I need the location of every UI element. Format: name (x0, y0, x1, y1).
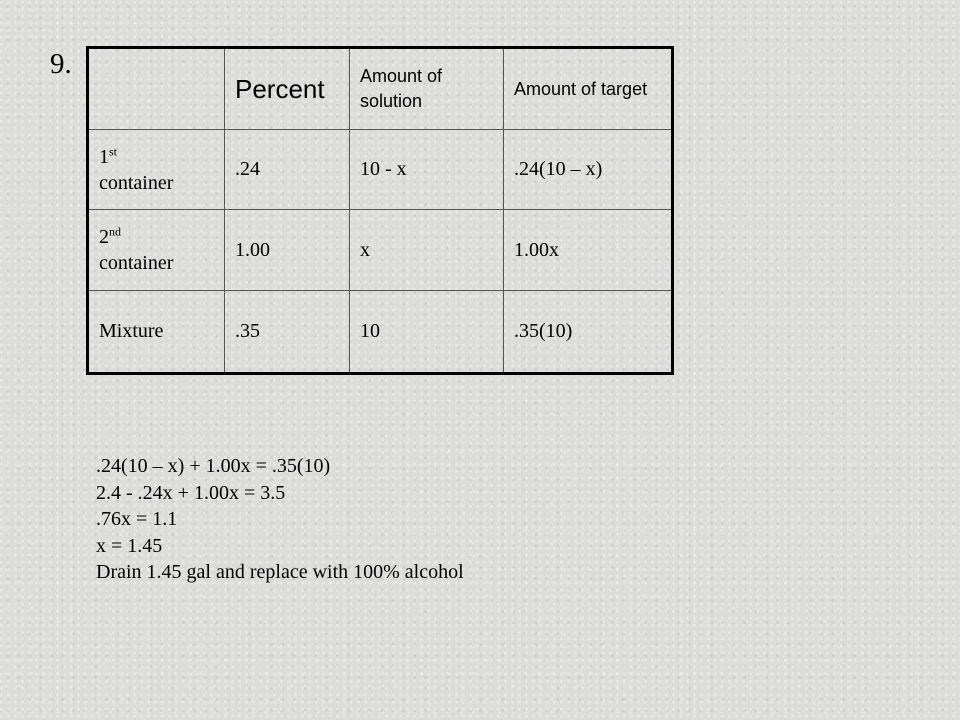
row-label (99, 224, 173, 276)
amount-target-cell: .24(10 – x) (504, 130, 673, 210)
row-label-number: 1 (99, 145, 109, 168)
header-amount-solution-label: Amount of solution (360, 66, 443, 111)
row-label-cell (88, 130, 225, 210)
row-label-ordinal: st (109, 143, 118, 158)
equation-line: .76x = 1.1 (96, 508, 178, 530)
percent-cell: .35 (225, 291, 350, 374)
table-header-row (88, 48, 673, 130)
amount-target-cell: 1.00x (504, 210, 673, 291)
equation-line: x = 1.45 (96, 534, 163, 557)
row-label-word: container (99, 252, 174, 274)
row-label-ordinal: nd (109, 224, 121, 239)
header-amount-target-label: Amount of target (514, 78, 648, 99)
header-cell-amount-solution (350, 48, 504, 130)
solution-steps (96, 453, 464, 586)
percent-cell: .24 (225, 130, 350, 210)
header-cell-empty (88, 48, 225, 130)
header-cell-amount-target (504, 48, 673, 130)
answer-line: Drain 1.45 gal and replace with 100% alcohol (96, 561, 464, 583)
row-label-word: container (99, 171, 174, 194)
equation-line: .24(10 – x) + 1.00x = .35(10) (96, 455, 331, 477)
row-label (99, 144, 173, 196)
table-row (88, 210, 673, 291)
row-label-cell (88, 210, 225, 291)
equation-line: 2.4 - .24x + 1.00x = 3.5 (96, 481, 286, 504)
header-percent-label: Percent (235, 73, 325, 104)
amount-target-cell: .35(10) (504, 291, 673, 374)
row-label-cell: Mixture (88, 291, 225, 374)
amount-solution-cell: 10 - x (350, 130, 504, 210)
amount-solution-cell: x (350, 210, 504, 291)
header-cell-percent (225, 48, 350, 130)
table-row (88, 291, 673, 374)
row-label-number: 2 (99, 226, 109, 248)
percent-cell: 1.00 (225, 210, 350, 291)
table-row (88, 130, 673, 210)
slide-number: 9. (50, 48, 72, 80)
amount-solution-cell: 10 (350, 291, 504, 374)
mixture-table (86, 46, 674, 375)
